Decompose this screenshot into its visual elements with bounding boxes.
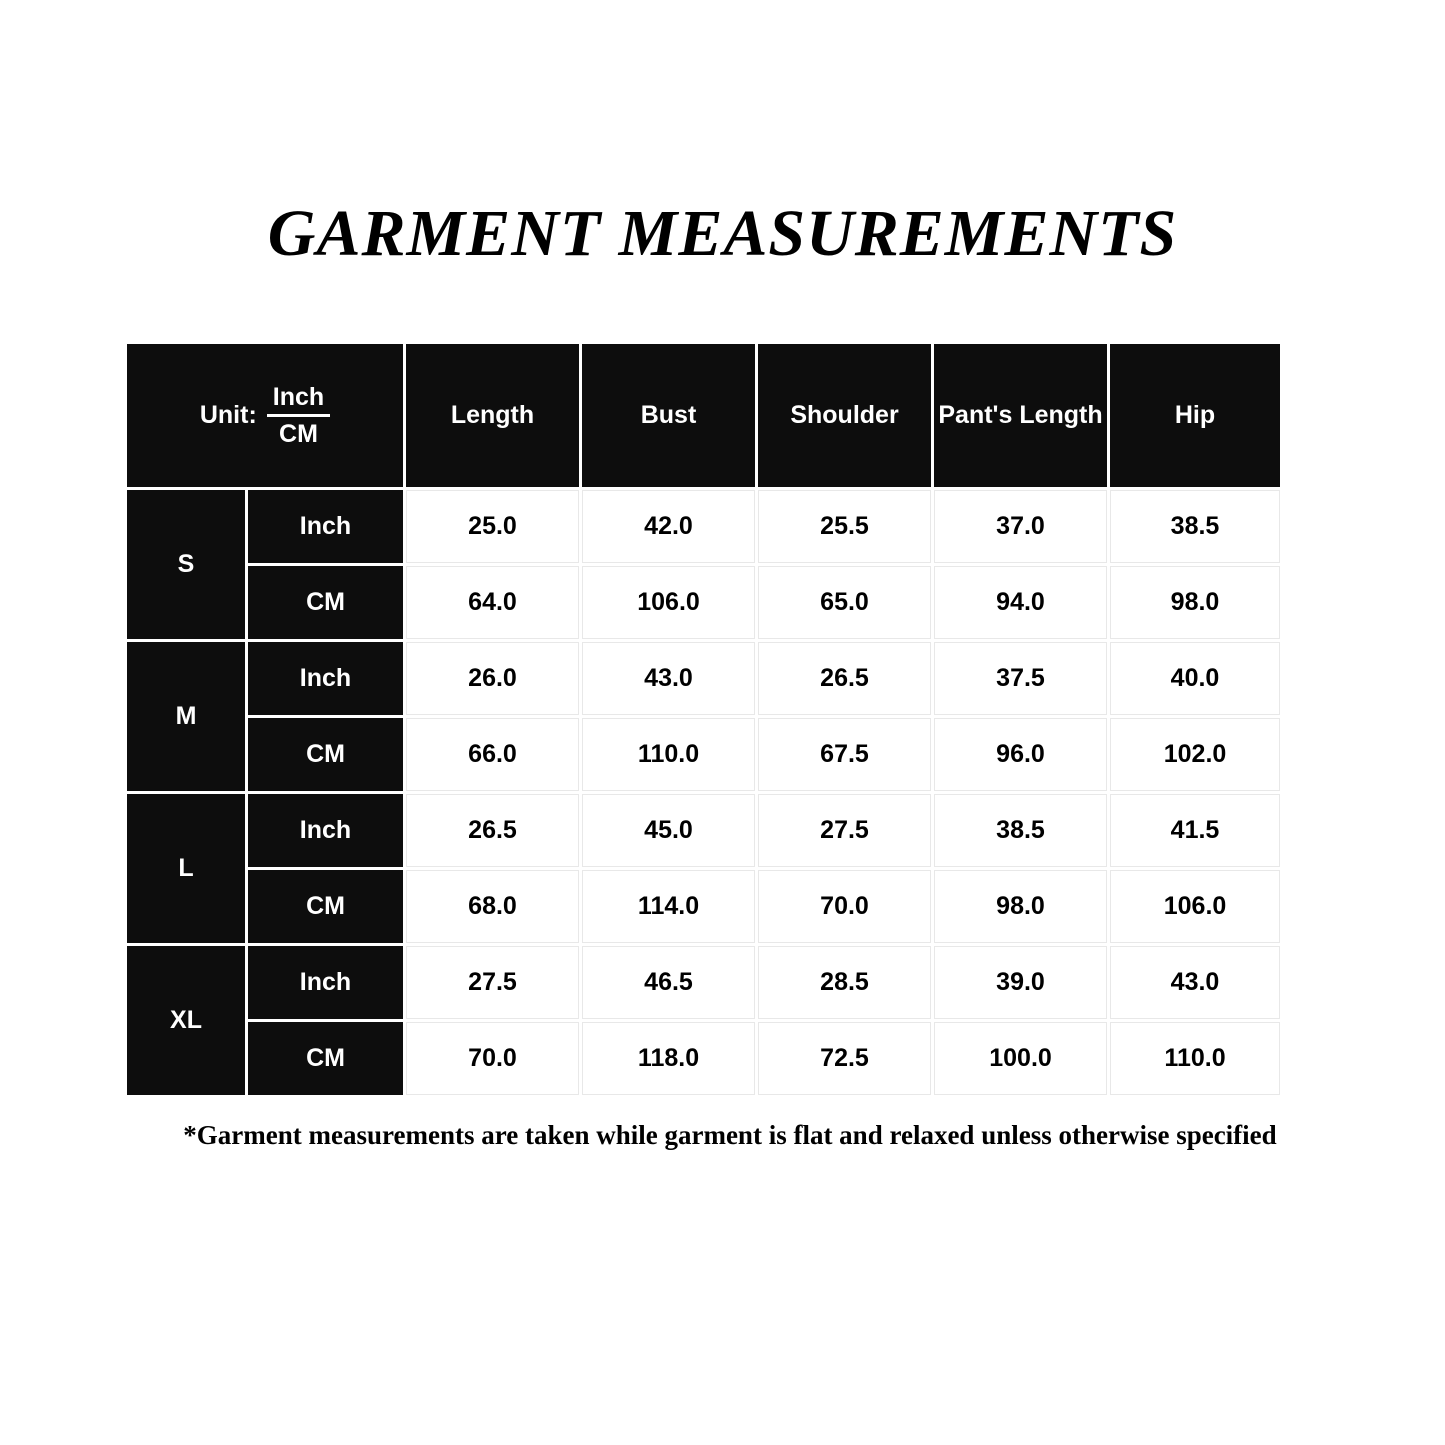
row-unit-inch: Inch bbox=[248, 946, 403, 1019]
cell-s-cm-bust: 106.0 bbox=[582, 566, 755, 639]
cell-m-cm-pants-length: 96.0 bbox=[934, 718, 1107, 791]
cell-xl-inch-pants-length: 39.0 bbox=[934, 946, 1107, 1019]
cell-m-cm-hip: 102.0 bbox=[1110, 718, 1280, 791]
table-row bbox=[127, 794, 1280, 867]
unit-header-numerator: Inch bbox=[267, 383, 330, 417]
cell-s-cm-length: 64.0 bbox=[406, 566, 579, 639]
cell-l-inch-length: 26.5 bbox=[406, 794, 579, 867]
row-unit-inch: Inch bbox=[248, 642, 403, 715]
cell-m-inch-length: 26.0 bbox=[406, 642, 579, 715]
cell-m-inch-hip: 40.0 bbox=[1110, 642, 1280, 715]
cell-xl-cm-bust: 118.0 bbox=[582, 1022, 755, 1095]
table-row bbox=[127, 642, 1280, 715]
cell-xl-cm-shoulder: 72.5 bbox=[758, 1022, 931, 1095]
row-unit-cm: CM bbox=[248, 870, 403, 943]
cell-s-cm-pants-length: 94.0 bbox=[934, 566, 1107, 639]
cell-xl-inch-bust: 46.5 bbox=[582, 946, 755, 1019]
column-header-pants-length: Pant's Length bbox=[934, 344, 1107, 487]
size-label-xl: XL bbox=[127, 946, 245, 1095]
unit-header-label: Unit: bbox=[199, 401, 257, 429]
cell-xl-cm-hip: 110.0 bbox=[1110, 1022, 1280, 1095]
unit-header-cell bbox=[127, 344, 403, 487]
cell-l-cm-length: 68.0 bbox=[406, 870, 579, 943]
row-unit-inch: Inch bbox=[248, 794, 403, 867]
cell-xl-cm-pants-length: 100.0 bbox=[934, 1022, 1107, 1095]
cell-xl-inch-length: 27.5 bbox=[406, 946, 579, 1019]
cell-l-inch-shoulder: 27.5 bbox=[758, 794, 931, 867]
cell-l-cm-shoulder: 70.0 bbox=[758, 870, 931, 943]
table-header-row bbox=[127, 344, 1280, 487]
size-label-l: L bbox=[127, 794, 245, 943]
cell-l-cm-pants-length: 98.0 bbox=[934, 870, 1107, 943]
row-unit-cm: CM bbox=[248, 1022, 403, 1095]
cell-s-cm-hip: 98.0 bbox=[1110, 566, 1280, 639]
page-title: GARMENT MEASUREMENTS bbox=[267, 197, 1178, 270]
column-header-shoulder: Shoulder bbox=[758, 344, 931, 487]
table-row bbox=[127, 566, 1280, 639]
table-row bbox=[127, 1022, 1280, 1095]
size-label-m: M bbox=[127, 642, 245, 791]
cell-m-cm-shoulder: 67.5 bbox=[758, 718, 931, 791]
unit-header-fraction bbox=[267, 383, 330, 449]
cell-m-cm-length: 66.0 bbox=[406, 718, 579, 791]
cell-m-inch-bust: 43.0 bbox=[582, 642, 755, 715]
cell-s-inch-bust: 42.0 bbox=[582, 490, 755, 563]
cell-s-inch-hip: 38.5 bbox=[1110, 490, 1280, 563]
cell-l-inch-bust: 45.0 bbox=[582, 794, 755, 867]
cell-xl-cm-length: 70.0 bbox=[406, 1022, 579, 1095]
unit-header-denominator: CM bbox=[279, 419, 318, 448]
table-row bbox=[127, 718, 1280, 791]
cell-s-inch-pants-length: 37.0 bbox=[934, 490, 1107, 563]
cell-m-inch-pants-length: 37.5 bbox=[934, 642, 1107, 715]
cell-s-cm-shoulder: 65.0 bbox=[758, 566, 931, 639]
table-row bbox=[127, 870, 1280, 943]
column-header-bust: Bust bbox=[582, 344, 755, 487]
cell-l-inch-pants-length: 38.5 bbox=[934, 794, 1107, 867]
size-label-s: S bbox=[127, 490, 245, 639]
column-header-hip: Hip bbox=[1110, 344, 1280, 487]
cell-l-cm-bust: 114.0 bbox=[582, 870, 755, 943]
measurements-table bbox=[124, 341, 1283, 1098]
row-unit-cm: CM bbox=[248, 566, 403, 639]
cell-l-inch-hip: 41.5 bbox=[1110, 794, 1280, 867]
cell-m-cm-bust: 110.0 bbox=[582, 718, 755, 791]
table-row bbox=[127, 490, 1280, 563]
measurements-table-container bbox=[124, 341, 1265, 1098]
footnote: *Garment measurements are taken while garment is flat and relaxed unless otherwise specified bbox=[183, 1120, 1277, 1150]
cell-s-inch-length: 25.0 bbox=[406, 490, 579, 563]
cell-s-inch-shoulder: 25.5 bbox=[758, 490, 931, 563]
cell-xl-inch-hip: 43.0 bbox=[1110, 946, 1280, 1019]
column-header-length: Length bbox=[406, 344, 579, 487]
row-unit-cm: CM bbox=[248, 718, 403, 791]
cell-m-inch-shoulder: 26.5 bbox=[758, 642, 931, 715]
table-row bbox=[127, 946, 1280, 1019]
cell-l-cm-hip: 106.0 bbox=[1110, 870, 1280, 943]
cell-xl-inch-shoulder: 28.5 bbox=[758, 946, 931, 1019]
row-unit-inch: Inch bbox=[248, 490, 403, 563]
